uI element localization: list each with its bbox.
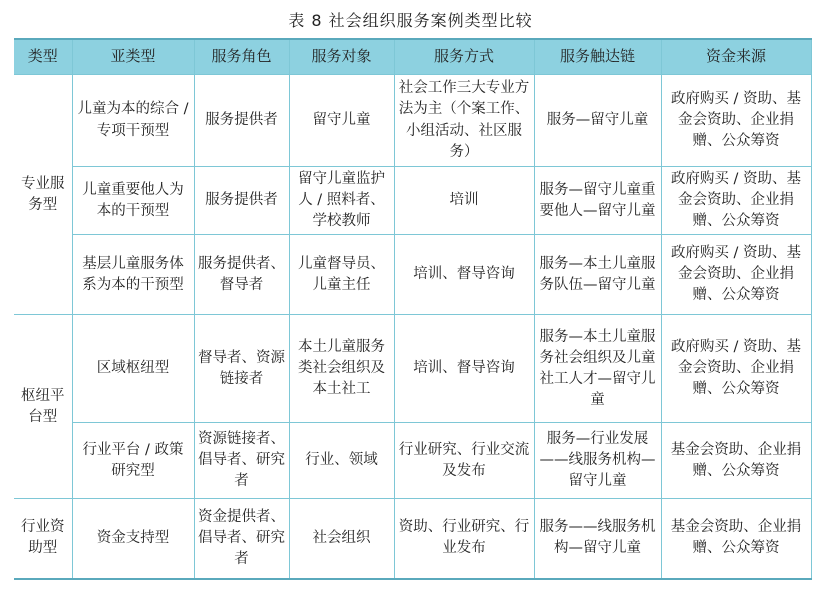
method-cell: 社会工作三大专业方法为主（个案工作、小组活动、社区服务） (394, 75, 534, 167)
table-row (14, 235, 811, 315)
chain-cell: 服务——线服务机构—留守儿童 (534, 499, 661, 579)
target-cell: 儿童督导员、儿童主任 (289, 235, 394, 315)
role-cell: 资源链接者、倡导者、研究者 (194, 423, 289, 499)
chain-cell: 服务—留守儿童重要他人—留守儿童 (534, 167, 661, 235)
col-header-target: 服务对象 (289, 39, 394, 75)
subtype-cell: 基层儿童服务体系为本的干预型 (72, 235, 194, 315)
method-cell: 培训 (394, 167, 534, 235)
role-cell: 督导者、资源链接者 (194, 315, 289, 423)
target-cell: 行业、领域 (289, 423, 394, 499)
chain-cell: 服务—本土儿童服务队伍—留守儿童 (534, 235, 661, 315)
type-cell: 专业服务型 (14, 75, 72, 315)
table-row (14, 315, 811, 423)
funding-cell: 基金会资助、企业捐赠、公众筹资 (661, 499, 811, 579)
target-cell: 留守儿童 (289, 75, 394, 167)
method-cell: 培训、督导咨询 (394, 315, 534, 423)
table-row (14, 499, 811, 579)
table-row (14, 167, 811, 235)
funding-cell: 政府购买 / 资助、基金会资助、企业捐赠、公众筹资 (661, 315, 811, 423)
subtype-cell: 儿童重要他人为本的干预型 (72, 167, 194, 235)
role-cell: 资金提供者、倡导者、研究者 (194, 499, 289, 579)
method-cell: 培训、督导咨询 (394, 235, 534, 315)
col-header-subtype: 亚类型 (72, 39, 194, 75)
table-row (14, 75, 811, 167)
role-cell: 服务提供者 (194, 75, 289, 167)
subtype-cell: 行业平台 / 政策研究型 (72, 423, 194, 499)
col-header-type: 类型 (14, 39, 72, 75)
header-row (14, 39, 811, 75)
funding-cell: 政府购买 / 资助、基金会资助、企业捐赠、公众筹资 (661, 167, 811, 235)
subtype-cell: 区域枢纽型 (72, 315, 194, 423)
col-header-funding: 资金来源 (661, 39, 811, 75)
target-cell: 本土儿童服务类社会组织及本土社工 (289, 315, 394, 423)
funding-cell: 政府购买 / 资助、基金会资助、企业捐赠、公众筹资 (661, 75, 811, 167)
role-cell: 服务提供者 (194, 167, 289, 235)
table-row (14, 423, 811, 499)
type-cell: 枢纽平台型 (14, 315, 72, 499)
chain-cell: 服务—行业发展——线服务机构—留守儿童 (534, 423, 661, 499)
subtype-cell: 资金支持型 (72, 499, 194, 579)
chain-cell: 服务—本土儿童服务社会组织及儿童社工人才—留守儿童 (534, 315, 661, 423)
col-header-method: 服务方式 (394, 39, 534, 75)
target-cell: 留守儿童监护人 / 照料者、学校教师 (289, 167, 394, 235)
col-header-chain: 服务触达链 (534, 39, 661, 75)
funding-cell: 基金会资助、企业捐赠、公众筹资 (661, 423, 811, 499)
type-cell: 行业资助型 (14, 499, 72, 579)
funding-cell: 政府购买 / 资助、基金会资助、企业捐赠、公众筹资 (661, 235, 811, 315)
target-cell: 社会组织 (289, 499, 394, 579)
subtype-cell: 儿童为本的综合 / 专项干预型 (72, 75, 194, 167)
col-header-role: 服务角色 (194, 39, 289, 75)
comparison-table (14, 38, 812, 580)
method-cell: 资助、行业研究、行业发布 (394, 499, 534, 579)
role-cell: 服务提供者、督导者 (194, 235, 289, 315)
chain-cell: 服务—留守儿童 (534, 75, 661, 167)
table-caption: 表 8 社会组织服务案例类型比较 (288, 11, 533, 30)
method-cell: 行业研究、行业交流及发布 (394, 423, 534, 499)
